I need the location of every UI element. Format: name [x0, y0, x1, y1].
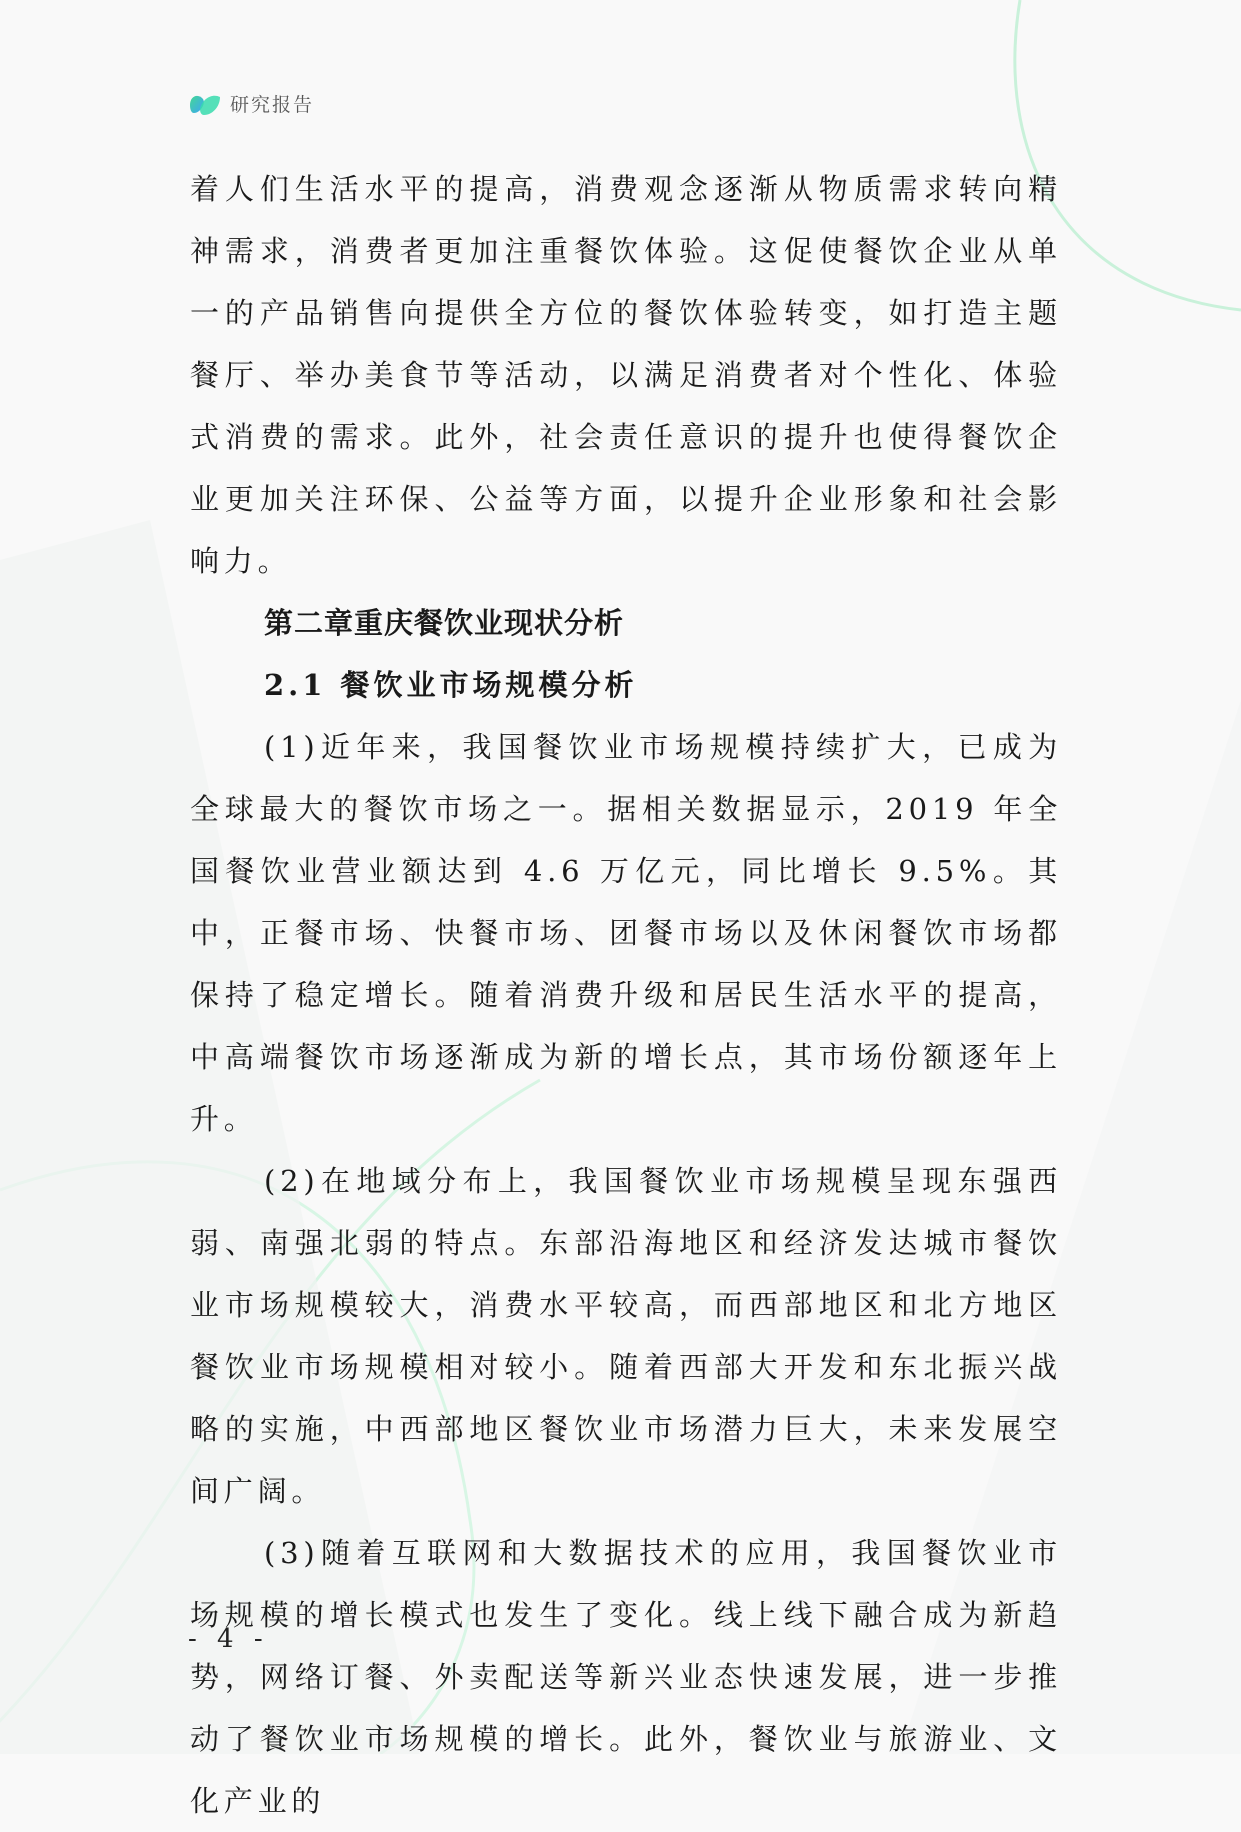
paragraph: (3)随着互联网和大数据技术的应用，我国餐饮业市场规模的增长模式也发生了变化。线上线下融合成为新趋势，网络订餐、外卖配送等新兴业态快速发展，进一步推动了餐饮业市场规模的增长。此外，餐饮业与旅游业、文化产业的	[190, 1536, 1062, 1818]
page-number: - 4 -	[188, 1624, 269, 1654]
paragraph: (1)近年来，我国餐饮业市场规模持续扩大，已成为全球最大的餐饮市场之一。据相关数据显示，2019 年全国餐饮业营业额达到 4.6 万亿元，同比增长 9.5%。其中，正餐市场、快餐市场、团餐市场以及休闲餐饮市场都保持了稳定增长。随着消费升级和居民生活水平的提高，中高端餐饮市场逐渐成为新的增长点，其市场份额逐年上升。	[190, 730, 1062, 1136]
paragraph: 着人们生活水平的提高，消费观念逐渐从物质需求转向精神需求，消费者更加注重餐饮体验。这促使餐饮企业从单一的产品销售向提供全方位的餐饮体验转变，如打造主题餐厅、举办美食节等活动，以满足消费者对个性化、体验式消费的需求。此外，社会责任意识的提升也使得餐饮企业更加关注环保、公益等方面，以提升企业形象和社会影响力。	[190, 172, 1062, 578]
chapter-title: 第二章重庆餐饮业现状分析	[264, 606, 625, 640]
document-body	[190, 158, 1062, 1832]
section-title: 2.1 餐饮业市场规模分析	[264, 668, 638, 702]
paragraph: (2)在地域分布上，我国餐饮业市场规模呈现东强西弱、南强北弱的特点。东部沿海地区和经济发达城市餐饮业市场规模较大，消费水平较高，而西部地区和北方地区餐饮业市场规模相对较小。随着西部大开发和东北振兴战略的实施，中西部地区餐饮业市场潜力巨大，未来发展空间广阔。	[190, 1164, 1062, 1508]
header-title: 研究报告	[230, 94, 315, 116]
page-header	[188, 90, 314, 117]
gradient-leaf-logo-icon	[188, 91, 222, 117]
